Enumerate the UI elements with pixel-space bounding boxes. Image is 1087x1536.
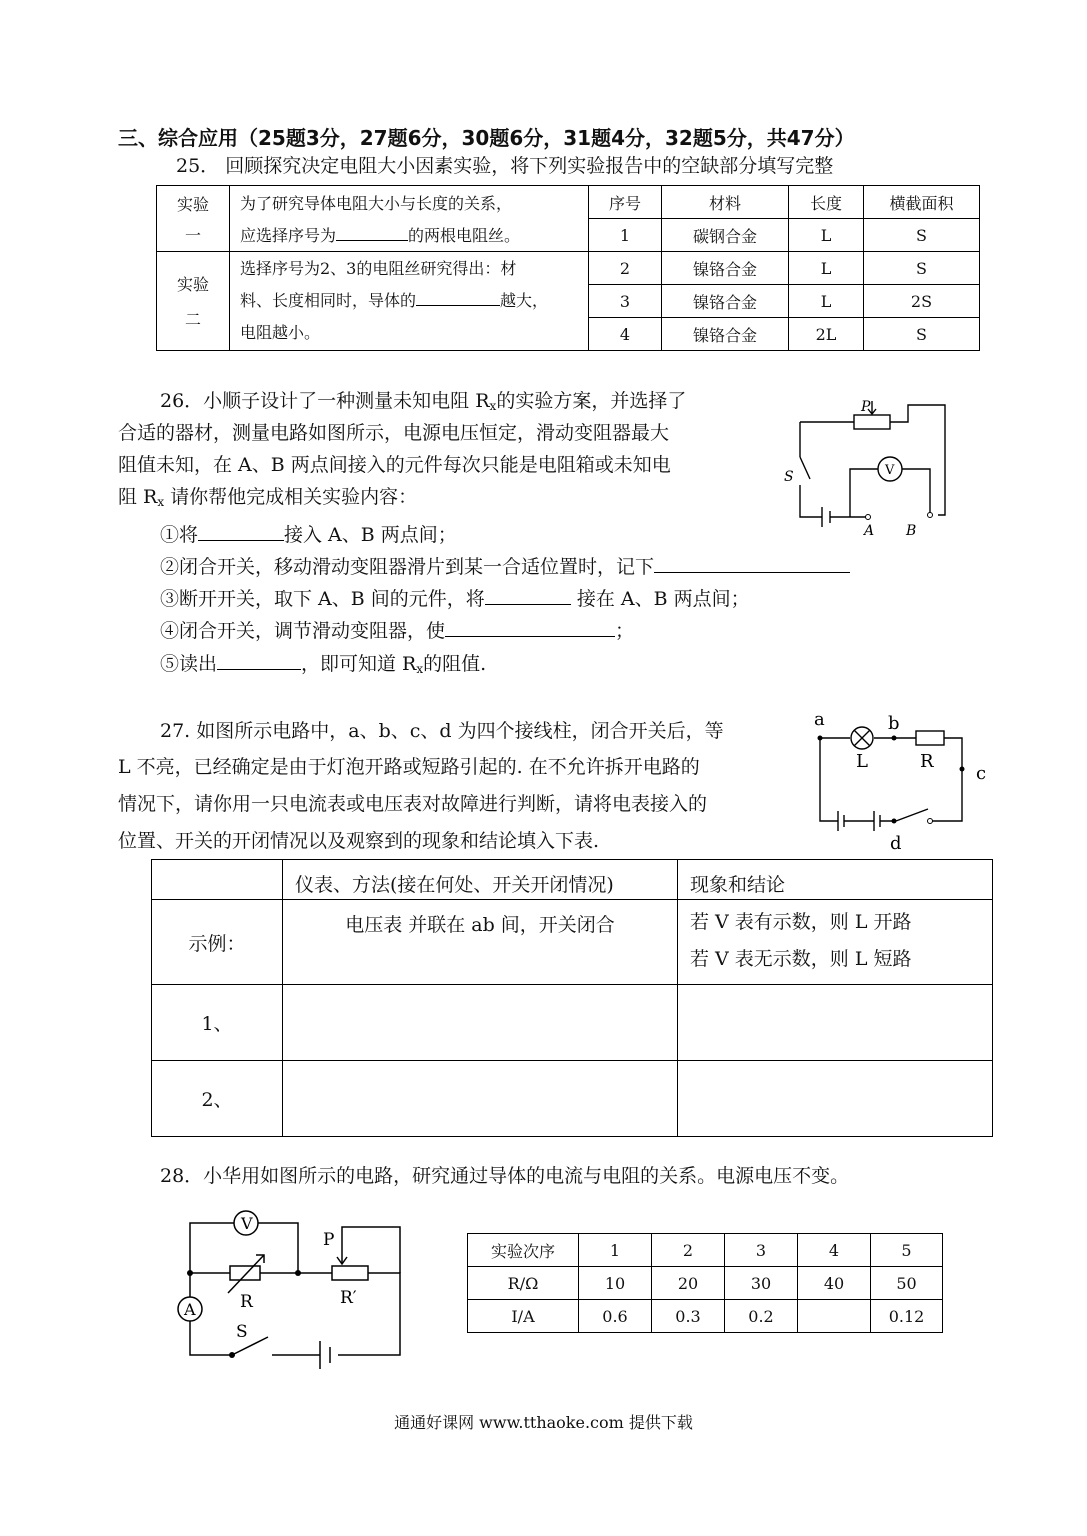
table-row [468,1267,943,1300]
label-s: S [236,1322,248,1342]
q27-table [151,859,993,1137]
q27-header-empty [152,860,283,900]
q25-cell: 1 [589,219,662,252]
q25-cell: L [789,252,864,285]
table-row [157,252,980,285]
q28-cell: 20 [652,1267,725,1300]
q25-cell: L [789,285,864,318]
q28-cell: I/A [468,1300,579,1333]
label-a: A [864,523,875,539]
q25-exp1-text: 为了研究导体电阻大小与长度的关系， 应选择序号为 的两根电阻丝。 [230,186,589,252]
label-r: R [920,751,934,772]
q25-cell: 3 [589,285,662,318]
q27-example-result: 若 V 表有示数，则 L 开路 若 V 表无示数，则 L 短路 [678,900,993,985]
q26-step-2: ②闭合开关，移动滑动变阻器滑片到某一合适位置时，记下 [160,554,850,577]
q28-cell: R/Ω [468,1267,579,1300]
q27-line-1: 27. 如图所示电路中，a、b、c、d 为四个接线柱，闭合开关后，等 [160,720,724,742]
q25-cell: 2L [789,318,864,351]
q28-circuit-diagram [168,1205,408,1370]
q26-line-1: 26．小顺子设计了一种测量未知电阻 $R_x$的实验方案，并选择了 [160,390,687,413]
q25-prompt: 25． 回顾探究决定电阻大小因素实验，将下列实验报告中的空缺部分填写完整 [176,155,834,177]
q27-row2-label: 2、 [152,1061,283,1137]
q28-header-cell: 3 [725,1234,798,1267]
q25-cell: 2S [864,285,980,318]
q26-line-4: 阻 $R_x$ 请你帮他完成相关实验内容： [118,486,418,509]
q28-cell: 40 [798,1267,871,1300]
q25-cell: S [864,252,980,285]
q25-blank-2[interactable] [416,287,500,306]
table-row [468,1300,943,1333]
q25-cell: 镍铬合金 [662,252,789,285]
label-l: L [856,751,868,772]
q27-line-4: 位置、开关的开闭情况以及观察到的现象和结论填入下表. [118,830,600,852]
q25-cell: 4 [589,318,662,351]
table-row [152,1061,993,1137]
q27-header-result: 现象和结论 [678,860,993,900]
table-row [152,860,993,900]
voltmeter-label: V [885,463,895,478]
q25-exp2-label: 实验 二 [157,252,230,351]
q25-cell: 2 [589,252,662,285]
q26-step-1: ①将 接入 A、B 两点间； [160,524,457,546]
q27-row1-method[interactable] [283,985,678,1061]
q25-cell: 镍铬合金 [662,285,789,318]
q26-step-4: ④闭合开关，调节滑动变阻器，使 ； [160,620,635,642]
q26-step-3: ③断开开关，取下 A、B 间的元件，将 接在 A、B 两点间； [160,588,750,610]
voltmeter-label: V [241,1214,253,1233]
q28-header-cell: 实验次序 [468,1234,579,1267]
q28-header-cell: 5 [871,1234,943,1267]
label-r-prime: R′ [340,1288,357,1308]
q25-exp2-text: 选择序号为2、3的电阻丝研究得出：材 料、长度相同时，导体的 越大， 电阻越小。 [230,252,589,351]
q26-blank-1[interactable] [198,522,284,541]
q25-blank-1[interactable] [336,222,408,241]
q28-cell: 10 [579,1267,652,1300]
q28-cell: 0.12 [871,1300,943,1333]
q27-line-3: 情况下，请你用一只电流表或电压表对故障进行判断，请将电表接入的 [118,793,708,815]
q27-row1-result[interactable] [678,985,993,1061]
q28-cell: 0.3 [652,1300,725,1333]
q25-cell: L [789,219,864,252]
q26-blank-5[interactable] [217,651,301,670]
section-title: 三、综合应用（25题3分，27题6分，30题6分，31题4分，32题5分，共47分） [118,126,855,150]
ammeter-label: A [184,1300,196,1319]
label-p: P [861,399,871,415]
q25-header-material: 材料 [662,186,789,219]
label-a: a [814,709,825,730]
q25-cell: S [864,219,980,252]
table-row [152,900,993,985]
q26-blank-2[interactable] [654,554,850,573]
q27-example-label: 示例： [152,900,283,985]
q28-table [467,1233,943,1333]
q27-example-method: 电压表 并联在 ab 间，开关闭合 [283,900,678,985]
label-b: B [906,523,917,539]
q25-exp1-label: 实验 一 [157,186,230,252]
q26-circuit-diagram [780,395,960,545]
label-c: c [976,763,987,784]
table-row [152,985,993,1061]
q26-step-5: ⑤读出 ，即可知道 $R_x$的阻值. [160,653,487,676]
q28-cell: 50 [871,1267,943,1300]
q27-circuit-diagram [808,705,998,855]
q25-cell: S [864,318,980,351]
q27-row2-method[interactable] [283,1061,678,1137]
q28-header-cell: 2 [652,1234,725,1267]
q28-prompt: 28．小华用如图所示的电路，研究通过导体的电流与电阻的关系。电源电压不变。 [160,1165,850,1187]
footer-text: 通通好课网 www.tthaoke.com 提供下载 [394,1413,693,1432]
q28-cell[interactable]: 0.2 [725,1300,798,1333]
q28-header-cell: 1 [579,1234,652,1267]
q28-cell: 0.6 [579,1300,652,1333]
q28-cell: 30 [725,1267,798,1300]
label-d: d [890,833,902,854]
label-r: R [240,1292,253,1312]
q25-cell: 碳钢合金 [662,219,789,252]
q27-header-method: 仪表、方法(接在何处、开关开闭情况) [283,860,678,900]
q25-table [156,185,980,351]
q25-header-length: 长度 [789,186,864,219]
q27-row2-result[interactable] [678,1061,993,1137]
q26-blank-4[interactable] [445,618,615,637]
table-row [468,1234,943,1267]
label-b: b [888,713,900,734]
q27-line-2: L 不亮，已经确定是由于灯泡开路或短路引起的. 在不允许拆开电路的 [118,756,700,778]
q25-header-area: 横截面积 [864,186,980,219]
label-s: S [784,469,794,485]
q25-header-no: 序号 [589,186,662,219]
label-p: P [323,1230,335,1250]
q28-header-cell: 4 [798,1234,871,1267]
q26-blank-3[interactable] [485,586,571,605]
q27-row1-label: 1、 [152,985,283,1061]
q26-line-2: 合适的器材，测量电路如图所示，电源电压恒定，滑动变阻器最大 [118,422,670,444]
q28-cell [798,1300,871,1333]
q25-cell: 镍铬合金 [662,318,789,351]
q26-line-3: 阻值未知，在 A、B 两点间接入的元件每次只能是电阻箱或未知电 [118,454,671,476]
